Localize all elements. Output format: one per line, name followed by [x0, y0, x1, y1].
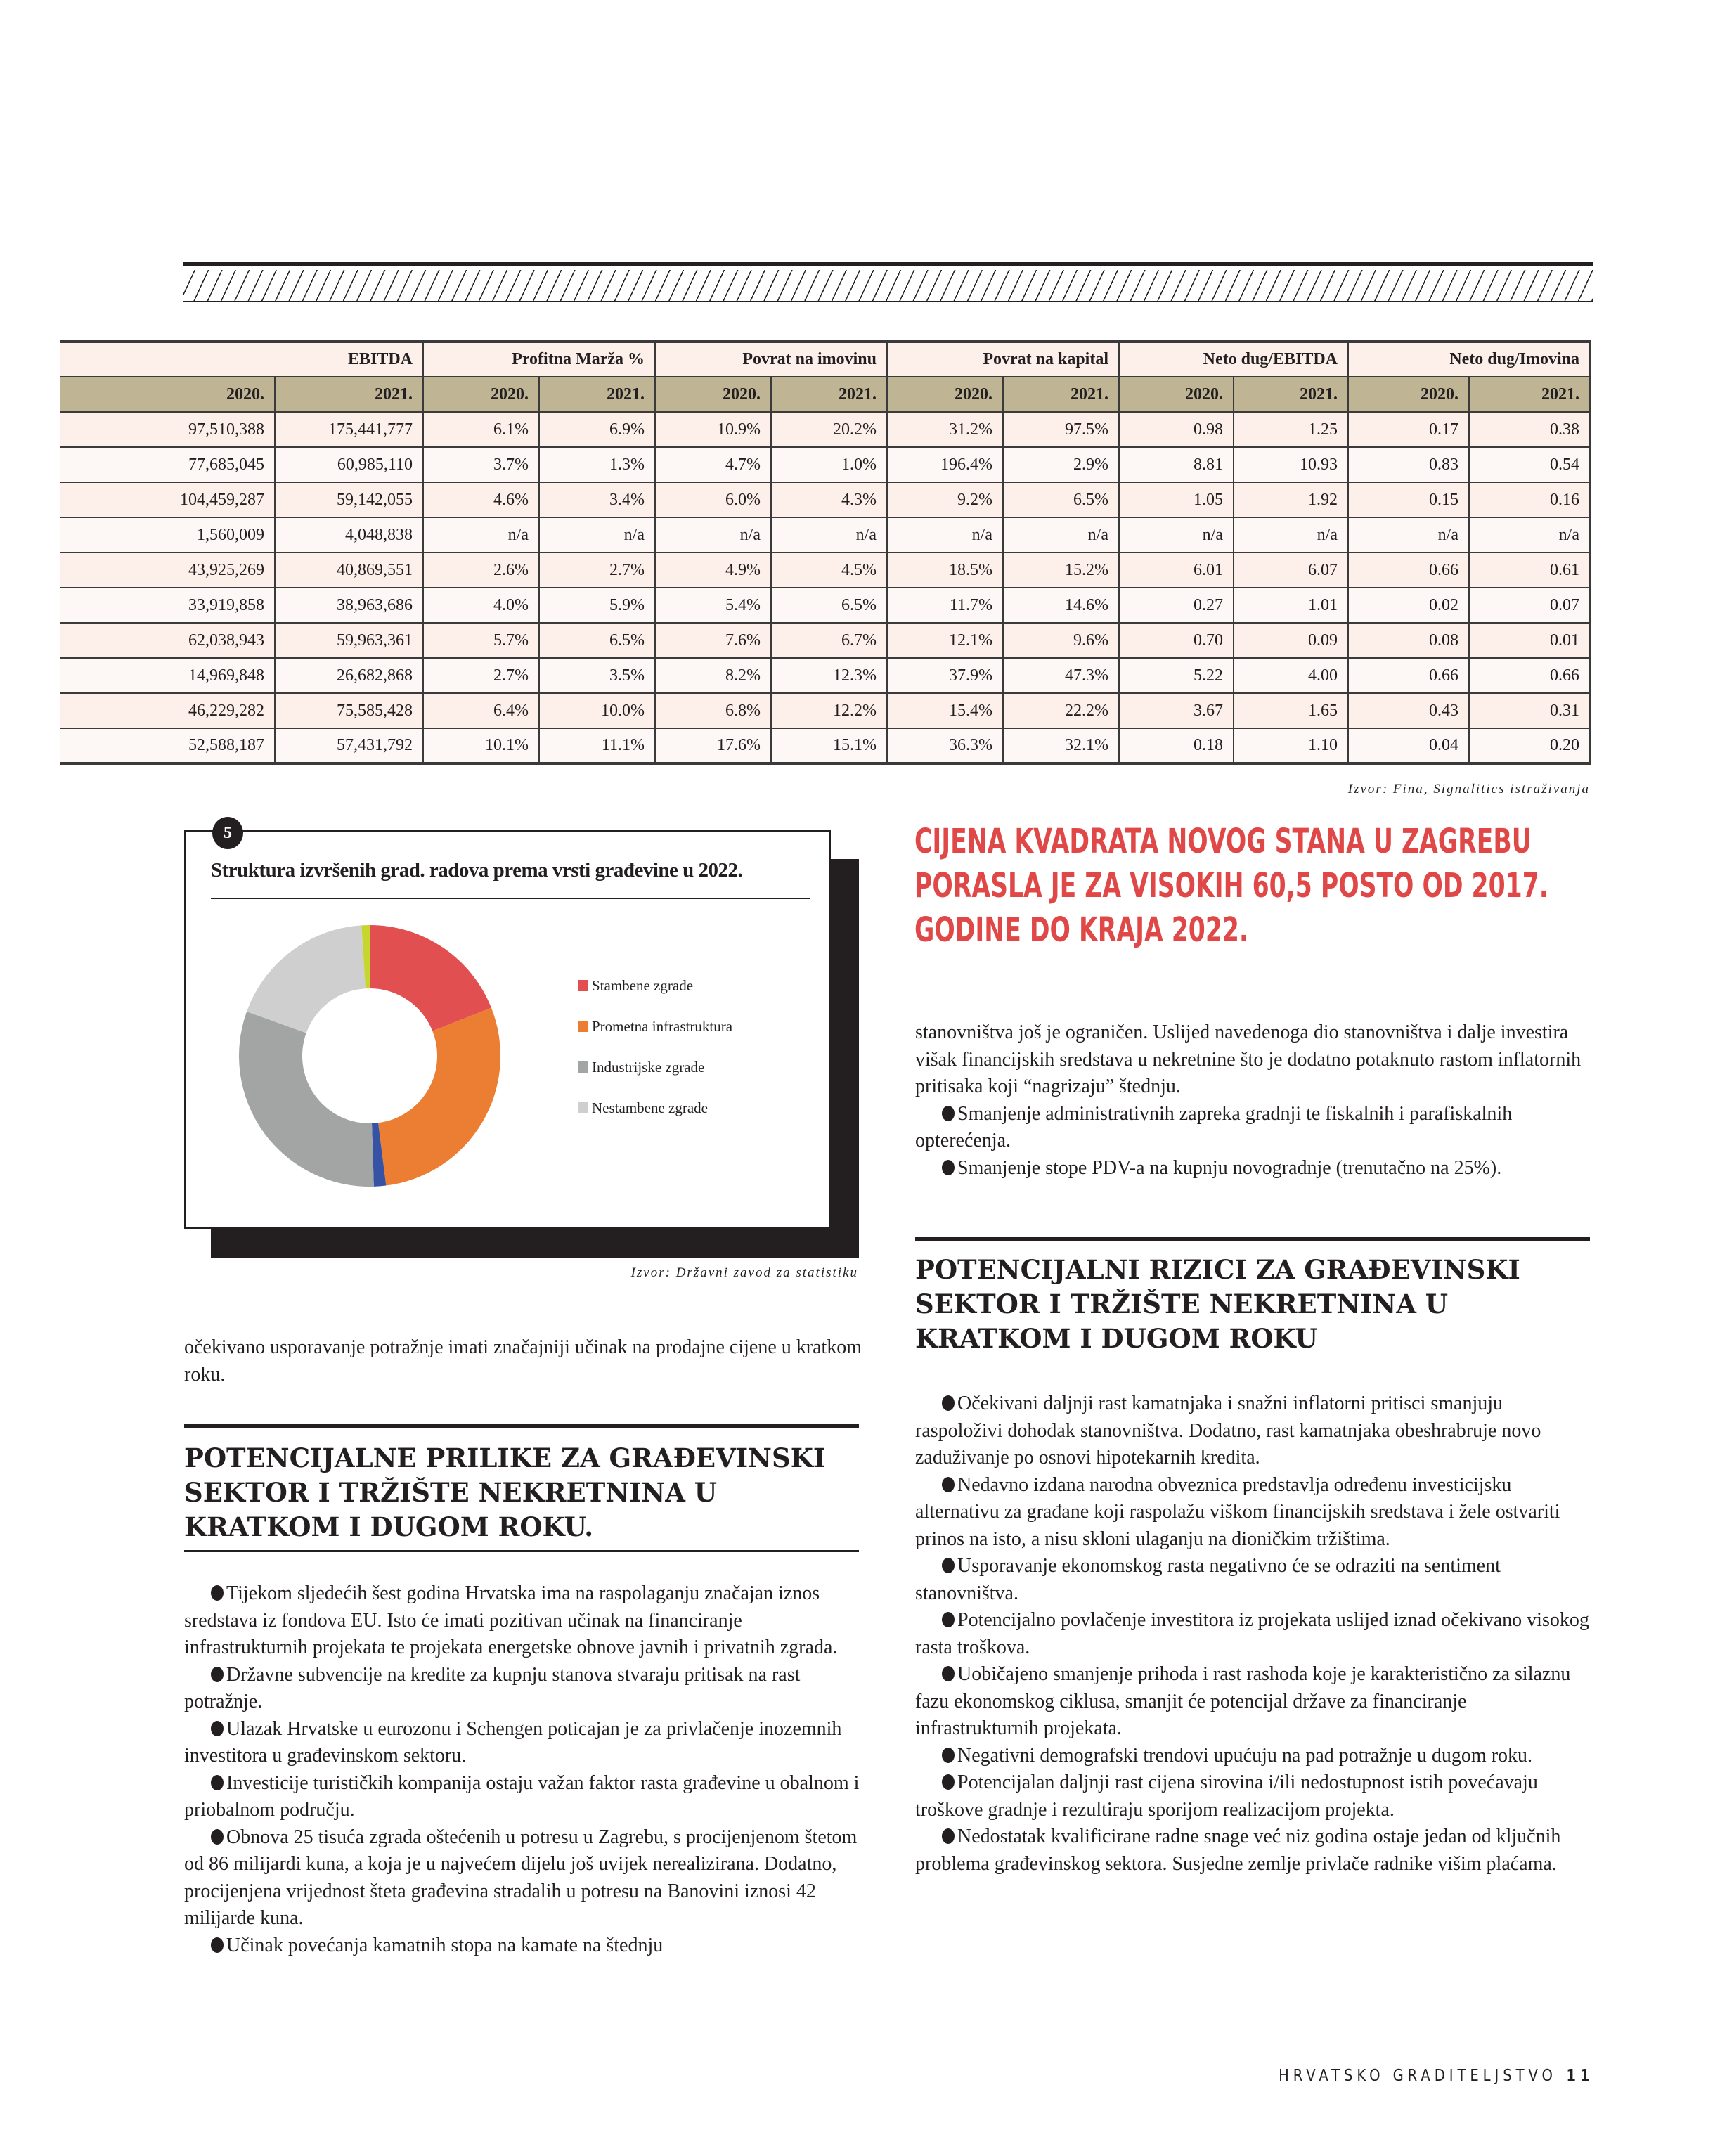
table-cell: 0.38 [1469, 412, 1590, 447]
table-cell: 1.25 [1234, 412, 1348, 447]
table-cell: 6.0% [655, 482, 771, 517]
table-cell: 4.6% [423, 482, 539, 517]
year-header: 2021. [1003, 377, 1119, 412]
table-cell: 97,510,388 [60, 412, 275, 447]
table-cell: 0.09 [1234, 623, 1348, 658]
legend-swatch-icon [578, 980, 588, 991]
table-cell: 0.15 [1348, 482, 1469, 517]
donut-segment [239, 1012, 374, 1187]
table-cell: 59,963,361 [275, 623, 423, 658]
table-cell: 97.5% [1003, 412, 1119, 447]
table-cell: 8.2% [655, 658, 771, 693]
year-header: 2020. [887, 377, 1003, 412]
bullet-icon [211, 1585, 224, 1601]
table-year-header-row [60, 377, 1590, 412]
table-cell: 0.54 [1469, 447, 1590, 482]
bullet-item: Državne subvencije na kredite za kupnju stanova stvaraju pritisak na rast potražnje. [184, 1663, 801, 1712]
table-cell: 11.1% [539, 728, 655, 763]
table-cell: 47.3% [1003, 658, 1119, 693]
table-cell: 12.1% [887, 623, 1003, 658]
bullet-item: Usporavanje ekonomskog rasta negativno će se odraziti na sentiment stanovništva. [915, 1555, 1501, 1604]
table-cell: 14,969,848 [60, 658, 275, 693]
bullet-item: Investicije turističkih kompanija ostaju važan faktor rasta građevine u obalnom i priobalnom području. [184, 1771, 860, 1821]
table-cell: 60,985,110 [275, 447, 423, 482]
table-cell: 10.9% [655, 412, 771, 447]
table-cell: 10.93 [1234, 447, 1348, 482]
right-column-continuation [915, 1019, 1593, 1182]
bullet-icon [942, 1160, 955, 1175]
pull-quote-line: CIJENA KVADRATA NOVOG STANA U ZAGREBU [914, 822, 1532, 861]
table-cell: 104,459,287 [60, 482, 275, 517]
legend-label: Prometna infrastruktura [592, 1017, 733, 1035]
table-cell: 0.66 [1469, 658, 1590, 693]
table-cell: 26,682,868 [275, 658, 423, 693]
section-rule [184, 1550, 859, 1552]
bullet-icon [211, 1829, 224, 1845]
table-cell: 2.6% [423, 553, 539, 588]
paragraph: stanovništva još je ograničen. Uslijed navedenoga dio stanovništva i dalje investira višak financijskih sredstava u nekretnine što je dodatno potaknuto rastom inflatornih pritisaka koji “nagrizaju” štednju. [915, 1021, 1582, 1097]
chart-source-note: Izvor: Državni zavod za statistiku [630, 1265, 858, 1280]
table-cell: 0.83 [1348, 447, 1469, 482]
table-cell: 3.4% [539, 482, 655, 517]
table-cell: 5.9% [539, 588, 655, 623]
table-cell: 14.6% [1003, 588, 1119, 623]
section-heading-opportunities: POTENCIJALNE PRILIKE ZA GRAĐEVINSKI SEKTOR I TRŽIŠTE NEKRETNINA U KRATKOM I DUGOM ROKU. [184, 1442, 826, 1542]
table-cell: 0.43 [1348, 693, 1469, 728]
year-header: 2020. [655, 377, 771, 412]
table-cell: 59,142,055 [275, 482, 423, 517]
table-cell: 6.8% [655, 693, 771, 728]
table-cell: 33,919,858 [60, 588, 275, 623]
table-cell: 77,685,045 [60, 447, 275, 482]
col-group-net-debt-ebitda: Neto dug/EBITDA [1119, 342, 1348, 377]
table-cell: 4.3% [771, 482, 887, 517]
table-cell: 15.4% [887, 693, 1003, 728]
table-cell: 10.0% [539, 693, 655, 728]
table-cell: 3.67 [1119, 693, 1234, 728]
bullet-item: Uobičajeno smanjenje prihoda i rast rashoda koje je karakteristično za silaznu fazu ekonomskog ciklusa, smanjit će potencijal države za financiranje infrastrukturnih projekata. [915, 1663, 1571, 1739]
year-header: 2020. [60, 377, 275, 412]
table-cell: 0.66 [1348, 553, 1469, 588]
table-body [60, 412, 1590, 763]
table-cell: 5.4% [655, 588, 771, 623]
table-cell: 4,048,838 [275, 517, 423, 553]
table-cell: 15.1% [771, 728, 887, 763]
table-cell: 11.7% [887, 588, 1003, 623]
table-cell: n/a [423, 517, 539, 553]
top-thick-rule [183, 262, 1593, 266]
table-cell: 2.7% [539, 553, 655, 588]
table-row [60, 658, 1590, 693]
table-cell: 6.9% [539, 412, 655, 447]
bullet-icon [211, 1775, 224, 1790]
publication-name: HRVATSKO GRADITELJSTVO [1278, 2067, 1557, 2085]
bullet-icon [942, 1477, 955, 1492]
table-cell: 2.7% [423, 658, 539, 693]
bullet-icon [942, 1666, 955, 1681]
financial-indicators-table [60, 340, 1591, 765]
section-rule [915, 1237, 1590, 1241]
legend-swatch-icon [578, 1021, 588, 1032]
year-header: 2021. [771, 377, 887, 412]
table-cell: 4.0% [423, 588, 539, 623]
bullet-icon [942, 1748, 955, 1763]
table-cell: 9.2% [887, 482, 1003, 517]
table-row [60, 553, 1590, 588]
table-cell: 75,585,428 [275, 693, 423, 728]
bullet-icon [942, 1106, 955, 1121]
table-cell: 2.9% [1003, 447, 1119, 482]
table-cell: 6.4% [423, 693, 539, 728]
table-cell: n/a [655, 517, 771, 553]
pull-quote-line: GODINE DO KRAJA 2022. [914, 910, 1249, 950]
bullet-icon [942, 1395, 955, 1411]
table-cell: 0.20 [1469, 728, 1590, 763]
section-heading-risks: POTENCIJALNI RIZICI ZA GRAĐEVINSKI SEKTOR I TRŽIŠTE NEKRETNINA U KRATKOM I DUGOM ROKU [915, 1254, 1520, 1354]
bullet-item: Očekivani daljnji rast kamatnjaka i snažni inflatorni pritisci smanjuju raspoloživi dohodak stanovništva. Dodatno, rast kamatnjaka obeshrabruje novo zaduživanje po osnovi hipotekarnih kredita. [915, 1393, 1541, 1468]
table-cell: 0.02 [1348, 588, 1469, 623]
table-cell: 0.98 [1119, 412, 1234, 447]
table-row [60, 588, 1590, 623]
table-cell: 0.08 [1348, 623, 1469, 658]
bullet-icon [942, 1774, 955, 1790]
table-cell: 7.6% [655, 623, 771, 658]
table-cell: 46,229,282 [60, 693, 275, 728]
pull-quote [914, 820, 1588, 953]
table-cell: 32.1% [1003, 728, 1119, 763]
legend-swatch-icon [578, 1102, 588, 1113]
donut-segment [247, 925, 366, 1033]
legend-item-industrijske [578, 1057, 732, 1078]
year-header: 2020. [1348, 377, 1469, 412]
table-cell: 12.3% [771, 658, 887, 693]
year-header: 2021. [1469, 377, 1590, 412]
chart-title-rule [211, 898, 810, 899]
table-cell: 40,869,551 [275, 553, 423, 588]
table-cell: 0.16 [1469, 482, 1590, 517]
table-cell: 6.01 [1119, 553, 1234, 588]
col-group-ebitda: EBITDA [60, 342, 423, 377]
table-cell: n/a [1003, 517, 1119, 553]
table-cell: 17.6% [655, 728, 771, 763]
col-group-roe: Povrat na kapital [887, 342, 1119, 377]
page-number: 11 [1565, 2067, 1593, 2085]
table-cell: 6.5% [539, 623, 655, 658]
year-header: 2020. [423, 377, 539, 412]
table-cell: 1,560,009 [60, 517, 275, 553]
table-cell: 1.0% [771, 447, 887, 482]
table-cell: 0.04 [1348, 728, 1469, 763]
chart-title: Struktura izvršenih grad. radova prema vrsti građevine u 2022. [211, 859, 743, 882]
table-cell: 1.05 [1119, 482, 1234, 517]
table-cell: 3.7% [423, 447, 539, 482]
table-cell: 12.2% [771, 693, 887, 728]
bullet-item: Obnova 25 tisuća zgrada oštećenih u potresu u Zagrebu, s procijenjenom štetom od 86 milijardi kuna, a koja je u najvećem dijelu još uvijek nerealizirana. Dodatno, procijenjena vrijednost šteta građevina stradalih u potresu na Banovini iznosi 42 milijarde kuna. [184, 1826, 858, 1929]
table-cell: n/a [1348, 517, 1469, 553]
table-row [60, 447, 1590, 482]
bullet-item: Smanjenje stope PDV-a na kupnju novogradnje (trenutačno na 25%). [915, 1155, 1593, 1182]
table-cell: 36.3% [887, 728, 1003, 763]
bullet-item: Tijekom sljedećih šest godina Hrvatska ima na raspolaganju značajan iznos sredstava iz fondova EU. Isto će imati pozitivan učinak na financiranje infrastrukturnih projekata te projekata energetske obnove javnih i privatnih zgrada. [184, 1582, 838, 1658]
bullet-item: Učinak povećanja kamatnih stopa na kamate na štednju [184, 1932, 862, 1960]
legend-label: Industrijske zgrade [592, 1058, 705, 1076]
table-cell: 18.5% [887, 553, 1003, 588]
legend-label: Stambene zgrade [592, 976, 694, 994]
table-cell: 6.7% [771, 623, 887, 658]
year-header: 2021. [275, 377, 423, 412]
donut-chart-svg [238, 924, 502, 1188]
bullet-icon [942, 1558, 955, 1573]
table-cell: 0.01 [1469, 623, 1590, 658]
year-header: 2020. [1119, 377, 1234, 412]
chart-number-badge: 5 [212, 817, 243, 849]
table-cell: 1.01 [1234, 588, 1348, 623]
table-cell: 38,963,686 [275, 588, 423, 623]
table-cell: 62,038,943 [60, 623, 275, 658]
table-cell: 4.00 [1234, 658, 1348, 693]
section-rule [184, 1424, 859, 1428]
table-cell: 4.9% [655, 553, 771, 588]
legend-item-nestambene [578, 1097, 732, 1118]
col-group-net-debt-assets: Neto dug/Imovina [1348, 342, 1590, 377]
table-cell: n/a [1469, 517, 1590, 553]
table-cell: 20.2% [771, 412, 887, 447]
bullet-item: Nedostatak kvalificirane radne snage već niz godina ostaje jedan od ključnih problema građevinskog sektora. Susjedne zemlje privlače radnike višim plaćama. [915, 1826, 1561, 1875]
table-cell: 5.7% [423, 623, 539, 658]
legend-item-prometna [578, 1016, 732, 1037]
table-cell: 1.10 [1234, 728, 1348, 763]
table-cell: n/a [1119, 517, 1234, 553]
opportunities-list [184, 1580, 862, 1959]
bullet-item: Potencijalno povlačenje investitora iz projekata uslijed iznad očekivano visokog rasta troškova. [915, 1609, 1589, 1658]
table-cell: 0.61 [1469, 553, 1590, 588]
bullet-item: Ulazak Hrvatske u eurozonu i Schengen poticajan je za privlačenje inozemnih investitora u građevinskom sektoru. [184, 1717, 842, 1767]
bullet-item: Negativni demografski trendovi upućuju na pad potražnje u dugom roku. [915, 1743, 1593, 1770]
bullet-icon [211, 1721, 224, 1736]
table-cell: 22.2% [1003, 693, 1119, 728]
table-cell: 37.9% [887, 658, 1003, 693]
table-cell: 1.65 [1234, 693, 1348, 728]
table-cell: 9.6% [1003, 623, 1119, 658]
bullet-icon [211, 1937, 224, 1953]
table-row [60, 623, 1590, 658]
table-source-note: Izvor: Fina, Signalitics istraživanja [1347, 782, 1590, 796]
donut-segment [378, 1008, 500, 1186]
table-row [60, 412, 1590, 447]
table-cell: 1.3% [539, 447, 655, 482]
col-group-roa: Povrat na imovinu [655, 342, 887, 377]
table-cell: 15.2% [1003, 553, 1119, 588]
table-cell: 4.7% [655, 447, 771, 482]
table-cell: 43,925,269 [60, 553, 275, 588]
bullet-icon [942, 1612, 955, 1627]
table-cell: 6.5% [771, 588, 887, 623]
donut-chart [238, 924, 502, 1188]
table-cell: 6.1% [423, 412, 539, 447]
bullet-item: Potencijalan daljnji rast cijena sirovina i/ili nedostupnost istih povećavaju troškove gradnje i rezultiraju sporijom realizacijom projekta. [915, 1771, 1538, 1821]
legend-item-stambene [578, 975, 732, 996]
chart-legend [578, 975, 732, 1138]
table-cell: n/a [1234, 517, 1348, 553]
table-cell: 0.17 [1348, 412, 1469, 447]
table-cell: n/a [887, 517, 1003, 553]
table-cell: 6.5% [1003, 482, 1119, 517]
table-cell: 0.66 [1348, 658, 1469, 693]
table-row [60, 693, 1590, 728]
risks-list [915, 1390, 1593, 1878]
table-cell: 4.5% [771, 553, 887, 588]
bullet-item: Nedavno izdana narodna obveznica predstavlja određenu investicijsku alternativu za građane koji raspolažu viškom financijskih sredstava i žele ostvariti prinos na isto, a nisu skloni ulaganju na dioničkim tržištima. [915, 1473, 1560, 1550]
table-group-header-row [60, 342, 1590, 377]
table-cell: 0.70 [1119, 623, 1234, 658]
table-cell: n/a [771, 517, 887, 553]
table-cell: 0.18 [1119, 728, 1234, 763]
year-header: 2021. [539, 377, 655, 412]
table-cell: 196.4% [887, 447, 1003, 482]
legend-swatch-icon [578, 1061, 588, 1073]
table-row [60, 482, 1590, 517]
table-cell: 57,431,792 [275, 728, 423, 763]
table-cell: 31.2% [887, 412, 1003, 447]
table-cell: 52,588,187 [60, 728, 275, 763]
hatch-pattern-band [183, 270, 1593, 301]
table-cell: n/a [539, 517, 655, 553]
page-footer [1279, 2067, 1593, 2085]
pull-quote-line: PORASLA JE ZA VISOKIH 60,5 POSTO OD 2017. [914, 866, 1548, 905]
table-row [60, 517, 1590, 553]
table-cell: 5.22 [1119, 658, 1234, 693]
year-header: 2021. [1234, 377, 1348, 412]
legend-label: Nestambene zgrade [592, 1099, 708, 1116]
left-column-intro [184, 1334, 862, 1388]
hatch-bottom-rule [183, 301, 1593, 302]
table-cell: 10.1% [423, 728, 539, 763]
bullet-icon [211, 1667, 224, 1682]
table-cell: 3.5% [539, 658, 655, 693]
col-group-profit-margin: Profitna Marža % [423, 342, 655, 377]
table-cell: 175,441,777 [275, 412, 423, 447]
table-cell: 0.07 [1469, 588, 1590, 623]
table-cell: 1.92 [1234, 482, 1348, 517]
bullet-item: Smanjenje administrativnih zapreka gradnji te fiskalnih i parafiskalnih opterećenja. [915, 1102, 1513, 1151]
table-row [60, 728, 1590, 763]
table-cell: 0.27 [1119, 588, 1234, 623]
bullet-icon [942, 1828, 955, 1844]
table-cell: 0.31 [1469, 693, 1590, 728]
paragraph: očekivano usporavanje potražnje imati značajniji učinak na prodajne cijene u kratkom roku. [184, 1336, 862, 1386]
table-cell: 8.81 [1119, 447, 1234, 482]
table-cell: 6.07 [1234, 553, 1348, 588]
